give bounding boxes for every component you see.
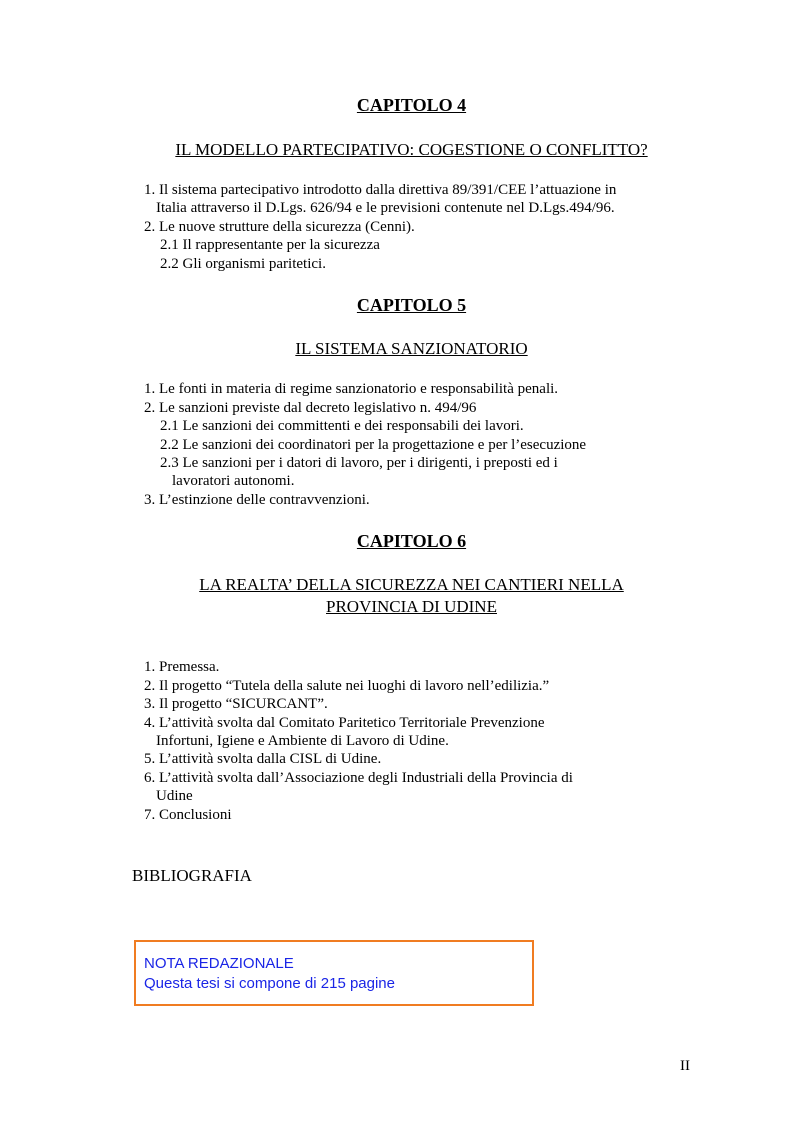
chapter-6-title: CAPITOLO 6	[356, 531, 467, 551]
list-item: Italia attraverso il D.Lgs. 626/94 e le previsioni contenute nel D.Lgs.494/96.	[156, 200, 615, 216]
editorial-note-box	[134, 940, 534, 1006]
chapter-5-heading: IL SISTEMA SANZIONATORIO	[295, 339, 528, 358]
list-item: 1. Premessa.	[144, 659, 220, 675]
list-item: Udine	[156, 788, 193, 804]
chapter-6-heading-line2: PROVINCIA DI UDINE	[326, 597, 497, 616]
list-item: 2.3 Le sanzioni per i datori di lavoro, per i dirigenti, i preposti ed i	[160, 455, 558, 471]
list-item: 2. Il progetto “Tutela della salute nei luoghi di lavoro nell’edilizia.”	[144, 678, 550, 694]
page-number: II	[680, 1058, 690, 1074]
chapter-4-title: CAPITOLO 4	[356, 95, 467, 115]
list-item: 2. Le nuove strutture della sicurezza (Cenni).	[144, 219, 415, 235]
list-item: 3. L’estinzione delle contravvenzioni.	[144, 492, 370, 508]
list-item: 5. L’attività svolta dalla CISL di Udine.	[144, 751, 382, 767]
list-item: 2.1 Le sanzioni dei committenti e dei responsabili dei lavori.	[160, 418, 524, 434]
bibliography-heading: BIBLIOGRAFIA	[132, 866, 252, 885]
editorial-note-title: NOTA REDAZIONALE	[144, 955, 294, 972]
list-item: lavoratori autonomi.	[172, 473, 295, 489]
list-item: 2. Le sanzioni previste dal decreto legislativo n. 494/96	[144, 400, 477, 416]
list-item: 1. Il sistema partecipativo introdotto dalla direttiva 89/391/CEE l’attuazione in	[144, 182, 617, 198]
list-item: 2.1 Il rappresentante per la sicurezza	[160, 237, 380, 253]
list-item: 7. Conclusioni	[144, 807, 232, 823]
chapter-5-title: CAPITOLO 5	[356, 295, 467, 315]
list-item: Infortuni, Igiene e Ambiente di Lavoro di Udine.	[156, 733, 449, 749]
list-item: 2.2 Le sanzioni dei coordinatori per la progettazione e per l’esecuzione	[160, 437, 587, 453]
list-item: 6. L’attività svolta dall’Associazione degli Industriali della Provincia di	[144, 770, 573, 786]
chapter-6-heading-line1: LA REALTA’ DELLA SICUREZZA NEI CANTIERI NELLA	[199, 575, 624, 594]
editorial-note-text: Questa tesi si compone di 215 pagine	[144, 975, 395, 992]
list-item: 4. L’attività svolta dal Comitato Paritetico Territoriale Prevenzione	[144, 715, 545, 731]
chapter-4-heading: IL MODELLO PARTECIPATIVO: COGESTIONE O CONFLITTO?	[175, 140, 648, 159]
list-item: 2.2 Gli organismi paritetici.	[160, 256, 326, 272]
list-item: 3. Il progetto “SICURCANT”.	[144, 696, 328, 712]
list-item: 1. Le fonti in materia di regime sanzionatorio e responsabilità penali.	[144, 381, 559, 397]
